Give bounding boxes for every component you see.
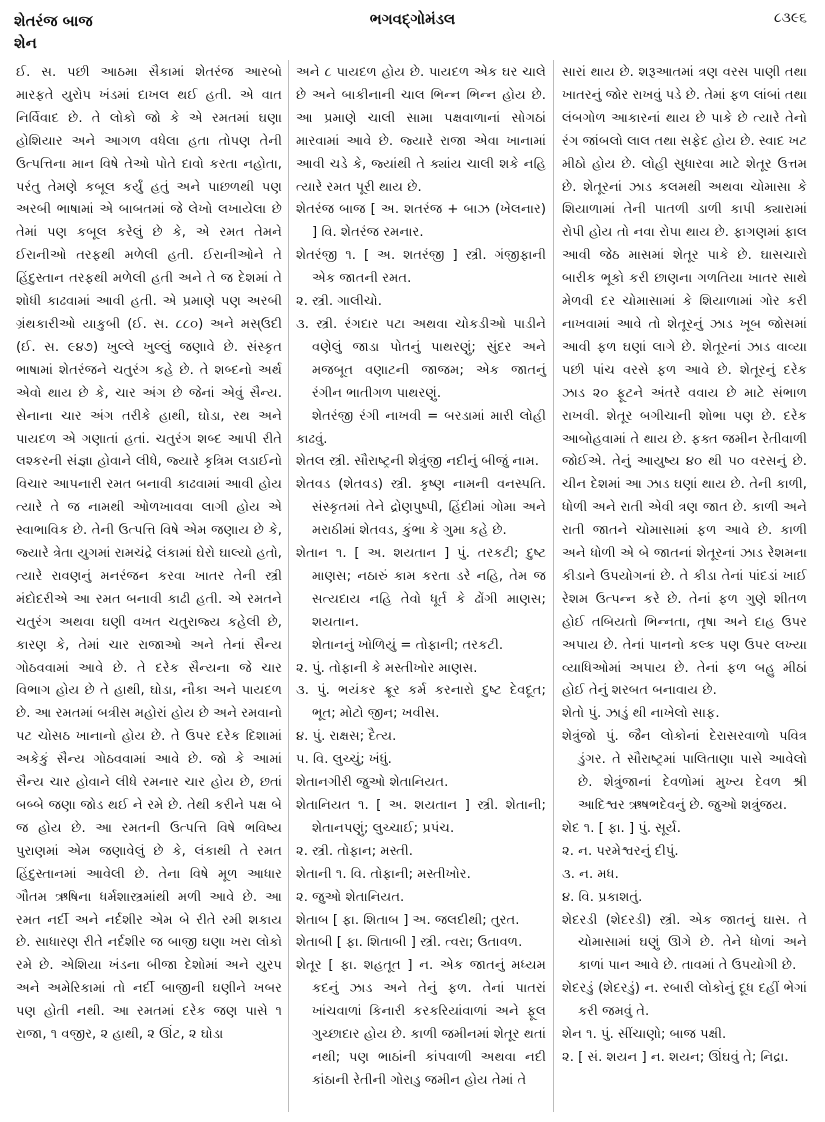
dictionary-entry: શેત્રુંજો પું. જૈન લોકોનાં દેરાસરવાળો પવિત્ર ડુંગર. તે સૌરાષ્ટ્રમાં પાલિતાણા પાસે આવેલો છે. શેત્રુંજાનાં દેવળોમાં મુખ્ય દેવળ શ્રી આદિશ્વર ઋષભદેવનું છે. જુઓ શત્રુંજય. — [562, 729, 807, 813]
guide-word-first: શેતરંજ બાજ — [14, 12, 93, 30]
dictionary-entry: શેતાની ૧. વિ. તોફાની; મસ્તીખોર. — [296, 866, 471, 882]
dictionary-entry: શેતાનગીરી જુઓ શેતાનિયત. — [296, 775, 449, 791]
dictionary-entry: શેતરંજ બાજ [ અ. શતરંજ + બાઝ (ખેલનાર) ] વિ. શેતરંજ રમનાર. — [296, 202, 546, 241]
dictionary-entry: શેતલ સ્ત્રી. સૌરાષ્ટ્રની શેત્રુંજી નદીનું બીજું નામ. — [296, 454, 539, 470]
dictionary-entry: શેદ ૧. [ ફા. ] પું. સૂર્ય. — [562, 820, 681, 836]
dictionary-entry: શેતાબ [ ફા. શિતાબ ] અ. જલદીથી; તુરત. — [296, 912, 520, 928]
dictionary-entry: ૨. [ સં. શયન ] ન. શયન; ઊંઘવું તે; નિદ્રા. — [562, 1049, 789, 1065]
dictionary-entry: ૫. વિ. લુચ્ચું; ખંધું. — [296, 752, 392, 768]
dictionary-entry: શેતાન ૧. [ અ. શયતાન ] પું. તરકટી; દુષ્ટ માણસ; નઠારું કામ કરતા ડરે નહિ, તેમ જ સત્યદાય નહિ તેવો ધૂર્ત કે ઢોંગી માણસ; શયતાન. — [296, 546, 546, 630]
dictionary-entry: ઈ. સ. પછી આઠમા સૈકામાં શેતરંજ આરબો મારફતે યુરોપ ખંડમાં દાખલ થઈ હતી. એ વાત નિર્વિવાદ છે. તે લોકો જો કે એ રમતમાં ઘણા હોશિયાર અને આગળ વધેલા હતા તોપણ તેની ઉત્પત્તિના માન વિષે તેઓ પોતે દાવો કરતા નહોતા, પરંતુ તેમણે કબૂલ કર્યું હતું અને પાછળથી પણ અરબી ભાષામાં એ બાબતમાં જે લેખો લખાયેલા છે તેમાં પણ કબૂલ કરેલું છે કે, એ રમત તેમને ઈરાનીઓ તરફથી મળેલી હતી. ઈરાનીઓને તે હિંદુસ્તાન તરફથી મળેલી હતી અને તે જ દેશમાં તે શોધી કાઢવામાં આવી હતી. એ પ્રમાણે પણ અરબી ગ્રંથકારીઓ યાકુબી (ઈ. સ. ૮૮૦) અને મસ્ઉદી (ઈ. સ. ૯૪૭) ખુલ્લે ખુલ્લું જણાવે છે. સંસ્કૃત ભાષામાં શેતરંજને ચતુરંગ કહે છે. તે શબ્દનો અર્થ એવો થાય છે કે, ચાર અંગ છે જેનાં એવું સૈન્ય. સેનાના ચાર અંગ તરીકે હાથી, ઘોડા, રથ અને પાયદળ એ ગણાતાં હતાં. ચતુરંગ શબ્દ આપી રીતે લશ્કરની સંજ્ઞા હોવાને લીધે, જ્યારે કૃત્રિમ લડાઈનો વિચાર આપનારી રમત બનાવી કાઢવામાં આવી હોય ત્યારે તે જ નામથી ઓળખાવવા લાગી હોય એ સ્વાભાવિક છે. તેની ઉત્પત્તિ વિષે એમ જણાય છે કે, જ્યારે ત્રેતા યુગમાં રામચંદ્રે લંકામાં ઘેરો ઘાલ્યો હતો, ત્યારે રાવણનું મનરંજન કરવા ખાતર તેની સ્ત્રી મંદોદરીએ આ રમત બનાવી કાઢી હતી. એ રમતને ચતુરંગ અથવા ઘણી વખત ચતુરાજ્ય કહેલી છે, કારણ કે, તેમાં ચાર રાજાઓ અને તેનાં સૈન્ય ગોઠવવામાં આવે છે. તે દરેક સૈન્યના જે ચાર વિભાગ હોય છે તે હાથી, ઘોડા, નૌકા અને પાયદળ છે. આ રમતમાં બત્રીસ મહોરાં હોય છે અને રમવાનો પટ ચોસઠ ખાનાનો હોય છે. તે ઉપર દરેક દિશામાં અકેકું સૈન્ય ગોઠવવામાં આવે છે. જો કે આમાં સૈન્ય ચાર હોવાને લીધે રમનાર ચાર હોય છે, છતાં બબ્બે જણા જોડ થઈ ને રમે છે. તેથી કરીને પક્ષ બે જ હોય છે. આ રમતની ઉત્પત્તિ વિષે ભવિષ્ય પુરાણમાં એમ જણાવેલું છે કે, લંકાથી તે રમત હિંદુસ્તાનમાં આવેલી છે. તેના વિષે મૂળ આધાર ગૌતમ ઋષિના ધર્મશાસ્ત્રમાંથી મળી આવે છે. આ રમત નર્દી અને નર્દશીર એમ બે રીતે રમી શકાય છે. સાધારણ રીતે નર્દશીર જ બાજી ઘણા ખરા લોકો રમે છે. એશિયા ખંડના બીજા દેશોમાં અને યુરપ અને અમેરિકામાં તો નર્દી બાજીની ઘણીને ખબર પણ હોતી નથી. આ રમતમાં દરેક જણ પાસે ૧ રાજા, ૧ વજીર, ૨ હાથી, ૨ ઊંટ, ૨ ઘોડા — [16, 65, 282, 1043]
guide-word-last: શેન — [14, 34, 37, 52]
dictionary-entry: ૨. સ્ત્રી. ગાલીચો. — [296, 294, 382, 310]
page-title: ભગવદ્ગોમંડલ — [369, 10, 456, 28]
dictionary-entry: શેદરડું (શેદરડું) ન. રબારી લોકોનું દૂધ દહીં ભેગાં કરી જમવું તે. — [562, 981, 807, 1020]
dictionary-entry: ૩. પું. ભયંકર ક્રૂર કર્મ કરનારો દુષ્ટ દેવદૂત; ભૂત; મોટો જીન; ખવીસ. — [296, 683, 546, 722]
page-number: ૮૩૯૬ — [773, 10, 807, 26]
dictionary-entry: ૨. પું. તોફાની કે મસ્તીખોર માણસ. — [296, 660, 478, 676]
dictionary-entry: ૩. ન. મધ. — [562, 866, 619, 882]
dictionary-entry: શેતાનનું ખોળિયું = તોફાની; તરકટી. — [312, 637, 504, 653]
column-1 — [16, 62, 282, 1047]
column-divider — [288, 60, 289, 1112]
dictionary-entry: શેન ૧. પું. સીંચાણો; બાજ પક્ષી. — [562, 1027, 727, 1043]
dictionary-entry: ૨. ન. પરમેશ્વરનું દીપું. — [562, 843, 679, 859]
dictionary-entry: સારાં થાય છે. શરૂઆતમાં ત્રણ વરસ પાણી તથા ખાતરનું જોર રાખવું પડે છે. તેમાં ફળ લાંબાં તથા લંબગોળ આકારનાં થાય છે પાકે છે ત્યારે તેનો રંગ જાંબલો લાલ તથા સફેદ હોય છે. સ્વાદ ખટ મીઠો હોય છે. લોહી સુધારવા માટે શેતૂર ઉત્તમ છે. શેતૂરનાં ઝાડ કલમથી અથવા ચોમાસા કે શિયાળામાં તેની પાતળી ડાળી કાપી ક્યારામાં રોપી હોય તો નવા રોપા થાય છે. ફાગણમાં ફાલ આવી જેઠ માસમાં શેતૂર પાકે છે. ઘાસચારો બારીક ભૂકો કરી છાણના ગળતિયા ખાતર સાથે મેળવી દર ચોમાસામાં કે શિયાળામાં ગોર કરી નાખવામાં આવે તો શેતૂરનું ઝાડ ખૂબ જોસમાં આવી ફળ ઘણાં લાગે છે. શેતૂરનાં ઝાડ વાવ્યા પછી પાંચ વરસે ફળ આવે છે. શેતૂરનું દરેક ઝાડ ૨૦ ફૂટને અંતરે વવાય છે માટે સંભાળ રાખવી. શેતૂર બગીચાની શોભા પણ છે. દરેક આબોહવામાં તે થાય છે. ફક્ત જમીન રેતીવાળી જોઈએ. તેનું આયુષ્ય ૪૦ થી ૫૦ વરસનું છે. ચીન દેશમાં આ ઝાડ ઘણાં થાય છે. તેની કાળી, ધોળી અને રાતી એવી ત્રણ જાત છે. કાળી અને રાતી જાતને ચોમાસામાં ફળ આવે છે. કાળી અને ધોળી એ બે જાતનાં શેતૂરનાં ઝાડ રેશમના કીડાને ઉપયોગનાં છે. તે કીડા તેનાં પાંદડાં ખાઈ રેશમ ઉત્પન્ન કરે છે. તેનાં ફળ ગુણે શીતળ હોઈ તબિયતો ભિન્નતા, તૃષા અને દાહ ઉપર અપાય છે. તેનાં પાનનો કલ્ક પણ ઉપર લખ્યા વ્યાધિઓમાં અપાય છે. તેનાં ફળ બહુ મીઠાં હોઈ તેનું શરબત બનાવાય છે. — [562, 65, 807, 699]
dictionary-entry: ૨. સ્ત્રી. તોફાન; મસ્તી. — [296, 843, 413, 859]
column-3 — [562, 62, 807, 1070]
column-2 — [296, 62, 546, 1093]
dictionary-entry: ૪. પું. રાક્ષસ; દૈત્ય. — [296, 729, 397, 745]
dictionary-entry: શેતવડ (શેતવડ) સ્ત્રી. કૃષ્ણ નામની વનસ્પતિ. સંસ્કૃતમાં તેને દ્રોણપુષ્પી, હિંદીમાં ગોમા અને મરાઠીમાં શેતવડ, કુંભા કે ગુમા કહે છે. — [296, 477, 546, 539]
column-divider — [553, 60, 554, 1112]
dictionary-entry: શેતાબી [ ફા. શિતાબી ] સ્ત્રી. ત્વરા; ઉતાવળ. — [296, 935, 523, 951]
dictionary-entry: શેતરંજી ૧. [ અ. શતરંજી ] સ્ત્રી. ગંજીફાની એક જાતની રમત. — [296, 248, 546, 287]
dictionary-entry: અને ૮ પાયદળ હોય છે. પાયદળ એક ઘર ચાલે છે અને બાકીનાની ચાલ ભિન્ન ભિન્ન હોય છે. આ પ્રમાણે ચાલી સામા પક્ષવાળાનાં સોગઠાં મારવામાં આવે છે. જ્યારે રાજા એવા ખાનામાં આવી ચડે કે, જ્યાંથી તે ક્યાંય ચાલી શકે નહિ ત્યારે રમત પૂરી થાય છે. — [296, 65, 546, 195]
dictionary-entry: ૩. સ્ત્રી. રંગદાર પટા અથવા ચોકડીઓ પાડીને વણેલું જાડા પોતનું પાથરણું; સુંદર અને મજબૂત વણાટની જાજમ; એક જાતનું રંગીન ભાતીગળ પાથરણું. — [296, 316, 546, 401]
dictionary-entry: ૪. વિ. પ્રકાશતું. — [562, 889, 643, 905]
dictionary-entry: શેતાનિયત ૧. [ અ. શયતાન ] સ્ત્રી. શેતાની; શેતાનપણું; લુચ્ચાઈ; પ્રપંચ. — [296, 798, 546, 836]
dictionary-entry: શેતો પું. ઝાડું થી નાખેલો સાફ. — [562, 706, 720, 722]
dictionary-entry: શેતરંજી રંગી નાખવી = બરડામાં મારી લોહી કાઢવું. — [296, 408, 546, 447]
dictionary-entry: શેતૂર [ ફા. શહતૂત ] ન. એક જાતનું મધ્યમ કદનું ઝાડ અને તેનું ફળ. તેનાં પાતરાં ખાંચવાળાં કિનારી કરકરિયાંવાળાં અને ફૂલ ગુચ્છાદાર હોય છે. કાળી જમીનમાં શેતૂર થતાં નથી; પણ ભાઠાંની કાંપવાળી અથવા નદી કાંઠાની રેતીની ગોરાડુ જમીન હોય તેમાં તે — [296, 958, 546, 1088]
dictionary-entry: શેદરડી (શેદરડી) સ્ત્રી. એક જાતનું ઘાસ. તે ચોમાસામાં ઘણું ઊગે છે. તેને ધોળાં અને કાળાં પાન આવે છે. તાવમાં તે ઉપયોગી છે. — [562, 912, 807, 974]
dictionary-entry: ૨. જુઓ શેતાનિયત. — [296, 889, 405, 905]
